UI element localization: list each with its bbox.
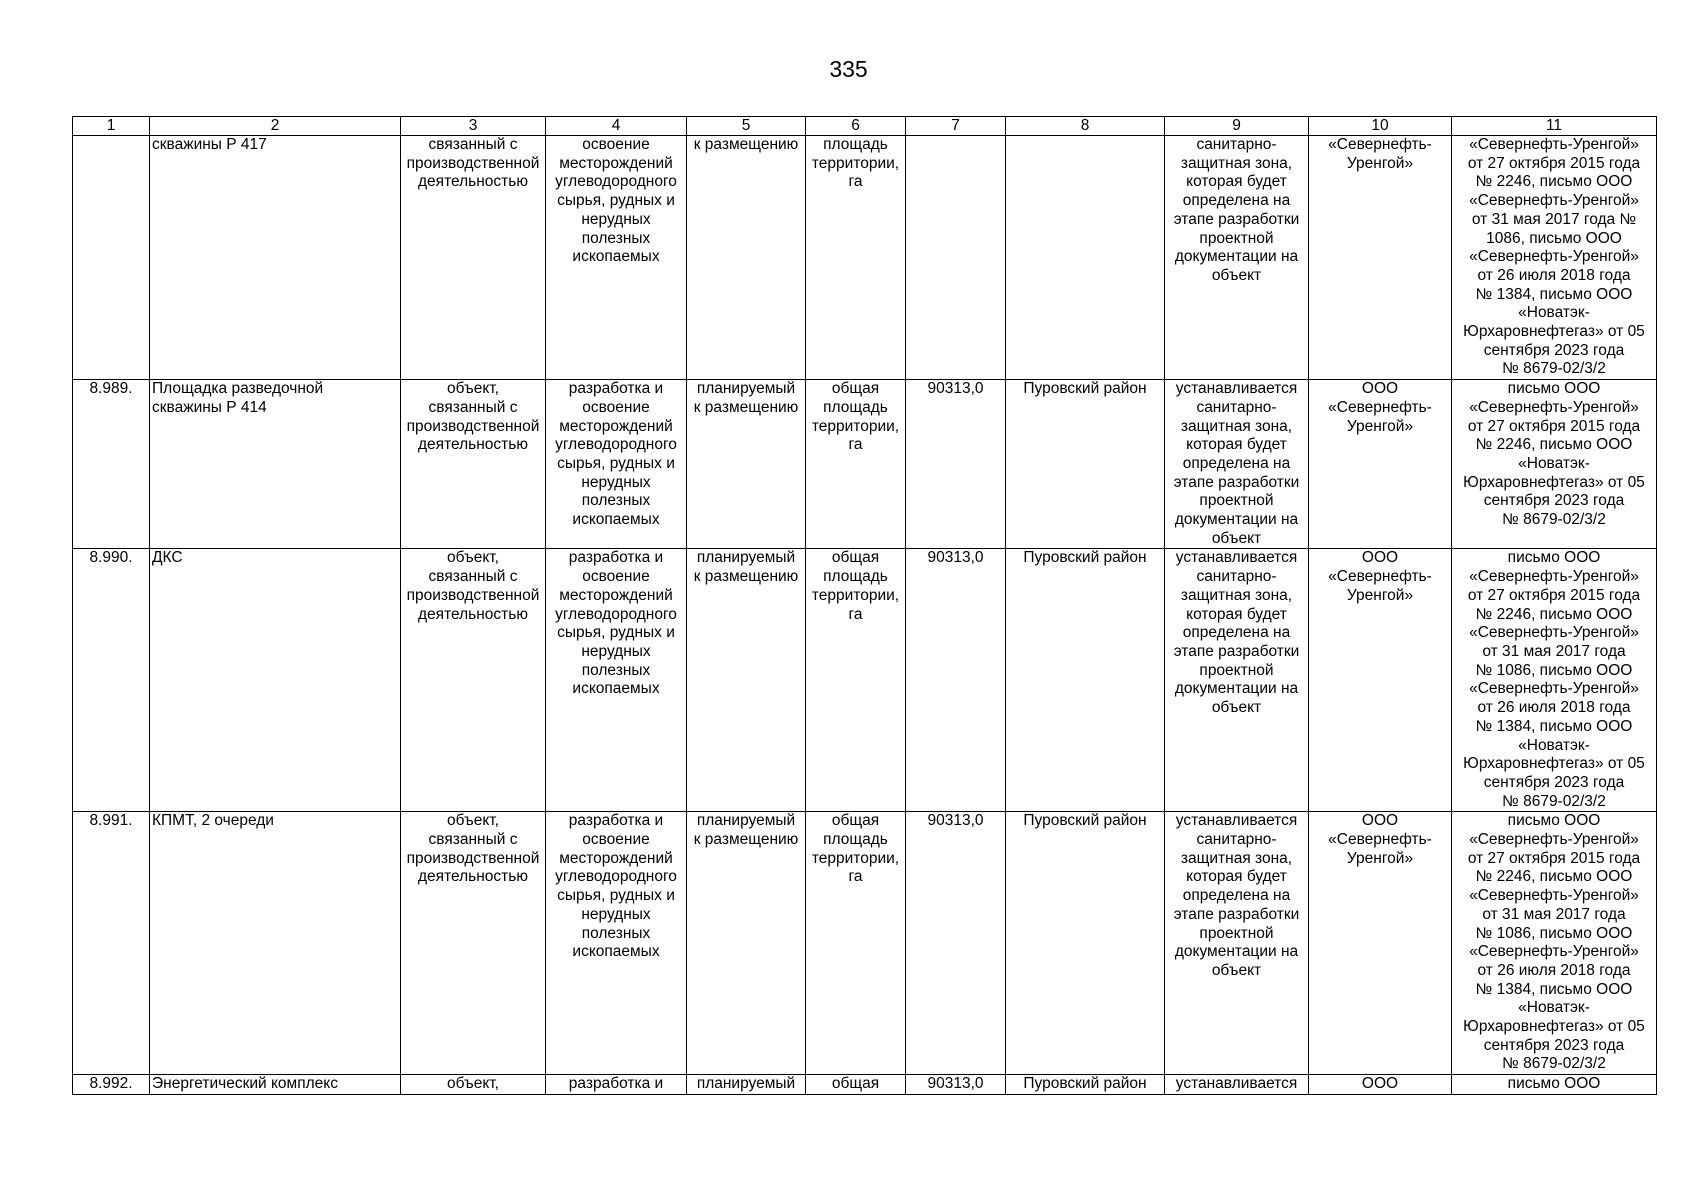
row-number: 8.992. — [73, 1075, 150, 1095]
organization: «Севернефть- Уренгой» — [1309, 136, 1452, 380]
organization: ООО «Севернефть- Уренгой» — [1309, 812, 1452, 1075]
object-type: объект, связанный с производственной деятельностью — [401, 549, 546, 812]
column-header: 5 — [687, 117, 806, 136]
table-row — [73, 136, 1657, 380]
object-characteristic: общая площадь территории, га — [806, 812, 906, 1075]
basis-document: письмо ООО «Севернефть-Уренгой» от 27 октября 2015 года № 2246, письмо ООО «Новатэк- Юрхаровнефтегаз» от 05 сентября 2023 года № 8679-02/3/2 — [1452, 380, 1657, 549]
object-value: 90313,0 — [906, 812, 1006, 1075]
object-name: КПМТ, 2 очереди — [150, 812, 401, 1075]
object-name: Энергетический комплекс — [150, 1075, 401, 1095]
object-characteristic: площадь территории, га — [806, 136, 906, 380]
document-table — [72, 116, 1657, 1095]
column-header: 11 — [1452, 117, 1657, 136]
object-status: к размещению — [687, 136, 806, 380]
column-header: 3 — [401, 117, 546, 136]
object-purpose: разработка и освоение месторождений углеводородного сырья, рудных и нерудных полезных ископаемых — [546, 549, 687, 812]
protection-zone: устанавливается — [1165, 1075, 1309, 1095]
object-value: 90313,0 — [906, 380, 1006, 549]
column-header: 7 — [906, 117, 1006, 136]
basis-document: письмо ООО «Севернефть-Уренгой» от 27 октября 2015 года № 2246, письмо ООО «Севернефть-Уренгой» от 31 мая 2017 года № 1086, письмо ООО «Севернефть-Уренгой» от 26 июля 2018 года № 1384, письмо ООО «Новатэк- Юрхаровнефтегаз» от 05 сентября 2023 года № 8679-02/3/2 — [1452, 549, 1657, 812]
object-location — [1006, 136, 1165, 380]
basis-document: письмо ООО «Севернефть-Уренгой» от 27 октября 2015 года № 2246, письмо ООО «Севернефть-Уренгой» от 31 мая 2017 года № 1086, письмо ООО «Севернефть-Уренгой» от 26 июля 2018 года № 1384, письмо ООО «Новатэк- Юрхаровнефтегаз» от 05 сентября 2023 года № 8679-02/3/2 — [1452, 812, 1657, 1075]
row-number — [73, 136, 150, 380]
object-value — [906, 136, 1006, 380]
column-header: 9 — [1165, 117, 1309, 136]
object-name: ДКС — [150, 549, 401, 812]
page-number: 335 — [829, 56, 868, 82]
object-location: Пуровский район — [1006, 812, 1165, 1075]
object-type: объект, связанный с производственной деятельностью — [401, 380, 546, 549]
object-status: планируемый — [687, 1075, 806, 1095]
object-purpose: освоение месторождений углеводородного сырья, рудных и нерудных полезных ископаемых — [546, 136, 687, 380]
basis-document: письмо ООО — [1452, 1075, 1657, 1095]
organization: ООО «Севернефть- Уренгой» — [1309, 549, 1452, 812]
object-characteristic: общая площадь территории, га — [806, 380, 906, 549]
table-row — [73, 380, 1657, 549]
organization: ООО «Севернефть- Уренгой» — [1309, 380, 1452, 549]
protection-zone: устанавливается санитарно- защитная зона, которая будет определена на этапе разработки проектной документации на объект — [1165, 549, 1309, 812]
column-header: 4 — [546, 117, 687, 136]
object-value: 90313,0 — [906, 1075, 1006, 1095]
column-header: 10 — [1309, 117, 1452, 136]
object-characteristic: общая площадь территории, га — [806, 549, 906, 812]
object-location: Пуровский район — [1006, 549, 1165, 812]
header-row — [73, 117, 1657, 136]
object-type: связанный с производственной деятельностью — [401, 136, 546, 380]
object-type: объект, связанный с производственной деятельностью — [401, 812, 546, 1075]
object-name: скважины Р 417 — [150, 136, 401, 380]
column-header: 1 — [73, 117, 150, 136]
table-row — [73, 812, 1657, 1075]
row-number: 8.991. — [73, 812, 150, 1075]
object-purpose: разработка и освоение месторождений углеводородного сырья, рудных и нерудных полезных ископаемых — [546, 380, 687, 549]
object-status: планируемый к размещению — [687, 380, 806, 549]
protection-zone: устанавливается санитарно- защитная зона, которая будет определена на этапе разработки проектной документации на объект — [1165, 812, 1309, 1075]
object-value: 90313,0 — [906, 549, 1006, 812]
protection-zone: санитарно- защитная зона, которая будет определена на этапе разработки проектной документации на объект — [1165, 136, 1309, 380]
table-row — [73, 1075, 1657, 1095]
organization: ООО — [1309, 1075, 1452, 1095]
object-type: объект, — [401, 1075, 546, 1095]
object-purpose: разработка и освоение месторождений углеводородного сырья, рудных и нерудных полезных ископаемых — [546, 812, 687, 1075]
basis-document: «Севернефть-Уренгой» от 27 октября 2015 года № 2246, письмо ООО «Севернефть-Уренгой» от 31 мая 2017 года № 1086, письмо ООО «Севернефть-Уренгой» от 26 июля 2018 года № 1384, письмо ООО «Новатэк- Юрхаровнефтегаз» от 05 сентября 2023 года № 8679-02/3/2 — [1452, 136, 1657, 380]
object-status: планируемый к размещению — [687, 549, 806, 812]
column-header: 6 — [806, 117, 906, 136]
object-name: Площадка разведочной скважины Р 414 — [150, 380, 401, 549]
object-characteristic: общая — [806, 1075, 906, 1095]
object-status: планируемый к размещению — [687, 812, 806, 1075]
row-number: 8.990. — [73, 549, 150, 812]
object-location: Пуровский район — [1006, 1075, 1165, 1095]
column-header: 2 — [150, 117, 401, 136]
table-row — [73, 549, 1657, 812]
row-number: 8.989. — [73, 380, 150, 549]
object-purpose: разработка и — [546, 1075, 687, 1095]
object-location: Пуровский район — [1006, 380, 1165, 549]
protection-zone: устанавливается санитарно- защитная зона, которая будет определена на этапе разработки проектной документации на объект — [1165, 380, 1309, 549]
column-header: 8 — [1006, 117, 1165, 136]
